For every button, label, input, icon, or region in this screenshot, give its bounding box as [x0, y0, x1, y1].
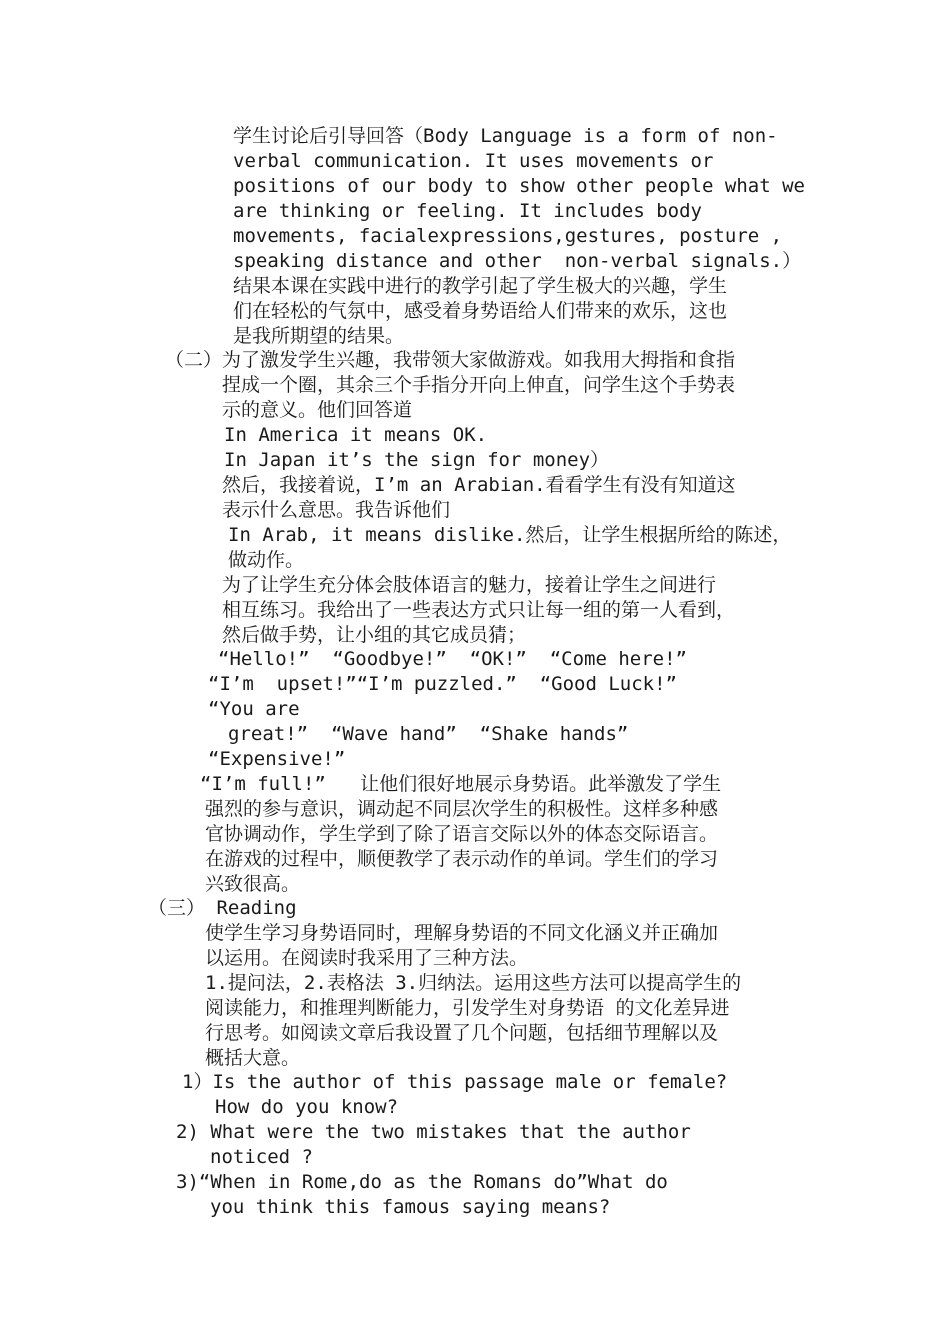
text-line: In Arab, it means dislike.然后，让学生根据所给的陈述，	[228, 524, 792, 546]
text-line: 表示什么意思。我告诉他们	[222, 499, 451, 521]
text-line: 是我所期望的结果。	[233, 325, 405, 347]
text-line: In America it means OK.	[224, 424, 488, 446]
text-line: 然后，我接着说，I’m an Arabian.看看学生有没有知道这	[222, 474, 736, 496]
text-line: 使学生学习身势语同时，理解身势语的不同文化涵义并正确加	[205, 922, 719, 944]
text-line: 为了让学生充分体会肢体语言的魅力，接着让学生之间进行	[222, 574, 717, 596]
question-1-cont: How do you know?	[215, 1096, 399, 1118]
text-line: “I’m upset!”“I’m puzzled.” “Good Luck!”	[208, 673, 677, 695]
text-line: 1.提问法，2.表格法 3.归纳法。运用这些方法可以提高学生的	[205, 972, 742, 994]
question-3: 3)“When in Rome,do as the Romans do”What do	[176, 1171, 668, 1193]
text-line: movements, facialexpressions,gestures, posture ,	[233, 225, 783, 247]
text-line: 捏成一个圈，其余三个手指分开向上伸直，问学生这个手势表	[222, 374, 736, 396]
text-line: 在游戏的过程中，顺便教学了表示动作的单词。学生们的学习	[205, 848, 719, 870]
text-line: 行思考。如阅读文章后我设置了几个问题，包括细节理解以及	[205, 1022, 719, 1044]
section-heading-3: （三） Reading	[148, 897, 297, 919]
question-2: 2) What were the two mistakes that the author	[176, 1121, 691, 1143]
text-line: “You are	[208, 698, 300, 720]
section-heading-2: （二）为了激发学生兴趣，我带领大家做游戏。如我用大拇指和食指	[165, 349, 736, 371]
text-line: speaking distance and other non-verbal signals.）	[233, 250, 802, 272]
question-3-cont: you think this famous saying means?	[210, 1196, 611, 1218]
text-line: 然后做手势，让小组的其它成员猜；	[222, 624, 527, 646]
text-line: 学生讨论后引导回答（Body Language is a form of non-	[233, 125, 778, 147]
text-line: 示的意义。他们回答道	[222, 399, 413, 421]
text-line: In Japan it’s the sign for money）	[224, 449, 610, 471]
text-line: 官协调动作，学生学到了除了语言交际以外的体态交际语言。	[205, 823, 719, 845]
text-line: “Hello!” “Goodbye!” “OK!” “Come here!”	[218, 648, 687, 670]
text-line: 阅读能力，和推理判断能力，引发学生对身势语 的文化差异进	[205, 997, 730, 1019]
text-line: “I’m full!” 让他们很好地展示身势语。此举激发了学生	[200, 773, 722, 795]
question-2-cont: noticed ?	[210, 1146, 313, 1168]
text-line: 以运用。在阅读时我采用了三种方法。	[205, 947, 529, 969]
text-line: 相互练习。我给出了一些表达方式只让每一组的第一人看到，	[222, 599, 736, 621]
question-1: 1）Is the author of this passage male or female?	[182, 1071, 728, 1093]
text-line: 强烈的参与意识，调动起不同层次学生的积极性。这样多种感	[205, 798, 719, 820]
text-line: 概括大意。	[205, 1047, 301, 1069]
text-line: great!” “Wave hand” “Shake hands”	[228, 723, 629, 745]
text-line: positions of our body to show other people what we	[233, 175, 805, 197]
text-line: are thinking or feeling. It includes body	[233, 200, 702, 222]
text-line: 做动作。	[228, 549, 305, 571]
text-line: verbal communication. It uses movements or	[233, 150, 714, 172]
text-line: 们在轻松的气氛中，感受着身势语给人们带来的欢乐，这也	[233, 300, 728, 322]
text-line: 结果本课在实践中进行的教学引起了学生极大的兴趣，学生	[233, 275, 728, 297]
text-line: “Expensive!”	[208, 748, 346, 770]
text-line: 兴致很高。	[205, 873, 301, 895]
